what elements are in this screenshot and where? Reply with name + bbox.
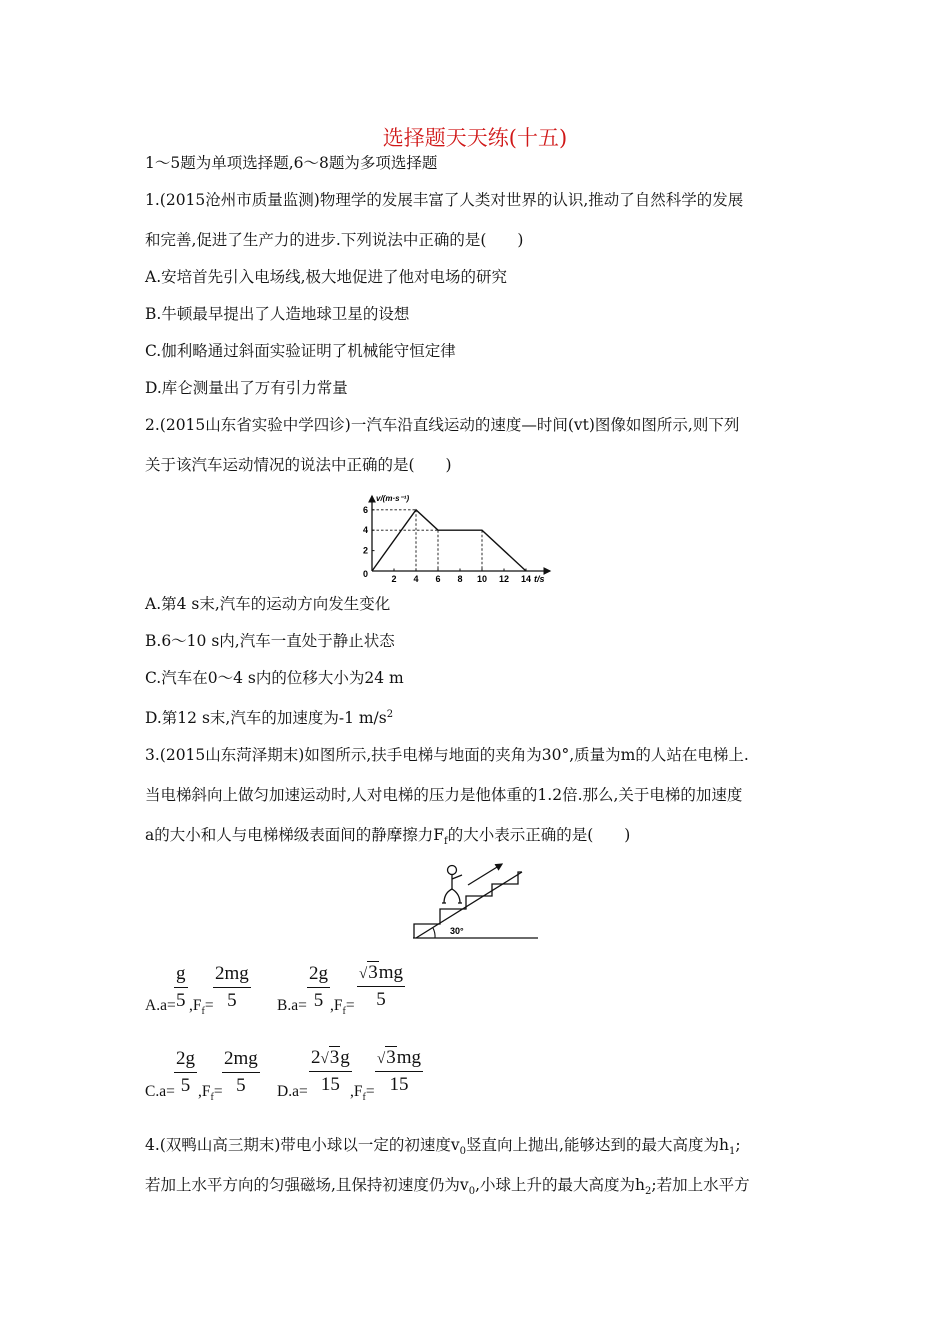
q3-option-d-force: $\frac{√3mg}{15}$ <box>377 1047 422 1095</box>
x-tick-label: 10 <box>476 574 488 584</box>
q2-option-a: A.第4 s末,汽车的运动方向发生变化 <box>145 595 391 613</box>
q3-stem-line3: a的大小和人与电梯梯级表面间的静摩擦力$F_f$的大小表示正确的是( ) <box>145 826 631 848</box>
q4-stem-line1: 4.(双鸭山高三期末)带电小球以一定的初速度$v_0$竖直向上抛出,能够达到的最大高度为$h_1$; <box>145 1136 741 1158</box>
q3-option-c-force: $\frac{2mg}{5}$ <box>224 1048 258 1096</box>
q2-option-d: D.第12 s末,汽车的加速度为-1 $m/s^2$ <box>145 709 394 728</box>
y-tick-label: 4 <box>362 525 368 536</box>
q3-option-b-force: $\frac{√3mg}{5}$ <box>359 962 404 1010</box>
origin-label: 0 <box>363 569 369 579</box>
q2-option-b: B.6～10 s内,汽车一直处于静止状态 <box>145 632 395 650</box>
angle-label: 30° <box>450 926 464 936</box>
x-tick-label: 14 <box>520 574 532 584</box>
escalator-figure <box>408 855 543 943</box>
x-tick-label: 8 <box>457 574 463 584</box>
q1-stem-line2: 和完善,促进了生产力的进步.下列说法中正确的是( ) <box>145 231 524 249</box>
q3-option-a-force: $\frac{2mg}{5}$ <box>215 963 249 1011</box>
q3-stem-line1: 3.(2015山东菏泽期末)如图所示,扶手电梯与地面的夹角为30°,质量为m的人站在电梯上. <box>145 746 749 764</box>
q3-option-d-accel: $\frac{2√3g}{15}$ <box>311 1047 350 1095</box>
x-tick-label: 2 <box>391 574 397 584</box>
instructions: 1～5题为单项选择题,6～8题为多项选择题 <box>145 154 438 172</box>
q3-option-c-prefix: C.a= <box>145 1083 175 1100</box>
q1-option-d: D.库仑测量出了万有引力常量 <box>145 379 348 397</box>
q3-option-d-prefix: D.a= <box>277 1083 308 1100</box>
vt-graph <box>360 490 560 590</box>
x-tick-label: 6 <box>435 574 441 584</box>
q3-option-b-prefix: B.a= <box>277 997 307 1014</box>
q3-option-d-force-label: $,F_f=$ <box>350 1083 375 1104</box>
q3-option-b-force-label: $,F_f=$ <box>330 997 355 1018</box>
q4-stem-line2: 若加上水平方向的匀强磁场,且保持初速度仍为$v_0$,小球上升的最大高度为$h_2$;若加上水平方 <box>145 1176 750 1198</box>
q3-option-a-prefix: A.a= <box>145 997 176 1014</box>
q1-option-c: C.伽利略通过斜面实验证明了机械能守恒定律 <box>145 342 456 360</box>
q1-stem-line1: 1.(2015沧州市质量监测)物理学的发展丰富了人类对世界的认识,推动了自然科学的发展 <box>145 191 744 209</box>
y-tick-label: 6 <box>362 504 368 515</box>
velocity-series-line <box>372 510 526 571</box>
q3-stem-line2: 当电梯斜向上做匀加速运动时,人对电梯的压力是他体重的1.2倍.那么,关于电梯的加速度 <box>145 786 743 804</box>
person-icon <box>442 866 462 904</box>
page-title: 选择题天天练(十五) <box>382 126 568 150</box>
y-tick-label: 2 <box>362 545 368 556</box>
q2-stem-line2: 关于该汽车运动情况的说法中正确的是( ) <box>145 456 452 474</box>
y-axis-label: v/(m·s⁻¹) <box>376 494 410 503</box>
q3-option-b-accel: $\frac{2g}{5}$ <box>309 963 328 1011</box>
q2-option-c: C.汽车在0～4 s内的位移大小为24 m <box>145 669 404 687</box>
q3-option-c-force-label: $,F_f=$ <box>198 1083 223 1104</box>
q3-option-a-force-label: $,F_f=$ <box>189 997 214 1018</box>
x-tick-label: 12 <box>498 574 510 584</box>
x-axis-label: t/s <box>534 574 545 584</box>
acceleration-arrow <box>468 864 502 885</box>
q2-stem-line1: 2.(2015山东省实验中学四诊)一汽车沿直线运动的速度—时间(vt)图像如图所示,则下列 <box>145 416 740 434</box>
escalator-incline <box>416 872 522 938</box>
q3-option-a-accel: $\frac{g}{5}$ <box>176 963 186 1011</box>
q3-option-c-accel: $\frac{2g}{5}$ <box>176 1048 195 1096</box>
x-tick-label: 4 <box>413 574 419 584</box>
angle-arc <box>433 928 435 938</box>
q1-option-a: A.安培首先引入电场线,极大地促进了他对电场的研究 <box>145 268 508 286</box>
q1-option-b: B.牛顿最早提出了人造地球卫星的设想 <box>145 305 410 323</box>
